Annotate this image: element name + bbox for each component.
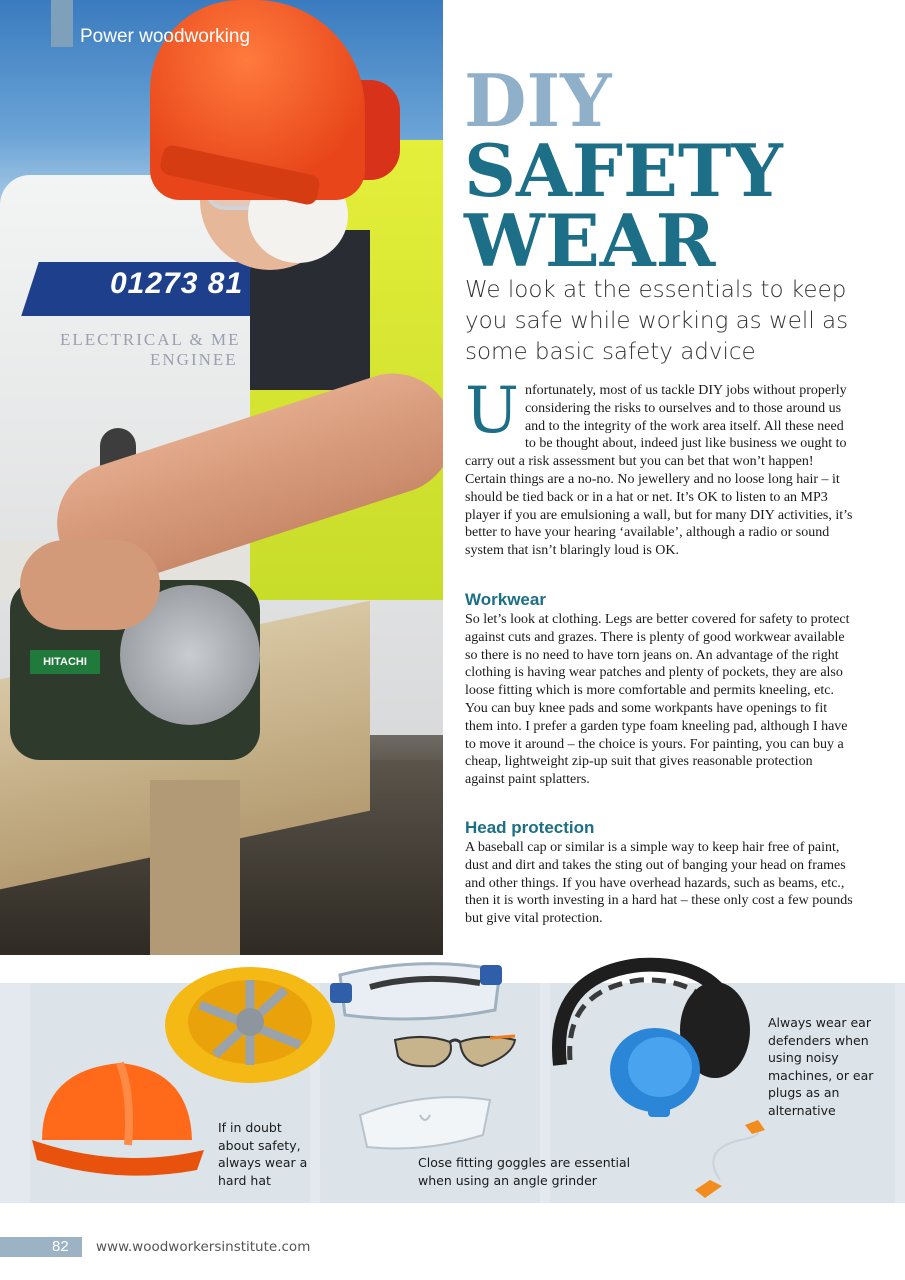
title-line-3: WEAR xyxy=(464,198,716,283)
hand xyxy=(20,540,160,630)
van-company-text-2: ENGINEE xyxy=(150,350,238,369)
section-marker xyxy=(51,0,73,47)
footer-url[interactable]: www.woodworkersinstitute.com xyxy=(96,1239,311,1255)
caption-goggles: Close fitting goggles are essential when using an angle grinder xyxy=(418,1155,631,1188)
drop-cap: U xyxy=(465,374,519,448)
hero-photo xyxy=(0,0,443,955)
section-title: Power woodworking xyxy=(80,26,251,47)
caption-ear-defenders: Always wear ear defenders when using noisy machines, or ear plugs as an alternative xyxy=(768,1015,874,1118)
head-protection-paragraph: A baseball cap or similar is a simple way to keep hair free of paint, dust and dirt and takes the sting out of banging your head on frames and other things. If you have overhead hazards, such as beams, etc., then it is worth investing in a hard hat – these only cost a few pounds but give vital protection. xyxy=(465,840,853,927)
workwear-paragraph: So let’s look at clothing. Legs are better covered for safety to protect against cuts and grazes. There is plenty of good workwear available so there is no need to have torn jeans on. An advantage of the right clothing is having wear patches and plenty of pockets, they are also loose fitting which is more comfortable and permits kneeling, etc. You can buy knee pads and some workpants have openings to fit them into. I prefer a garden type foam kneeling pad, although I have to move it around – the choice is yours. For painting, you can buy a cheap, lightweight zip-up suit that gives reasonable protection against paint splatters. xyxy=(465,612,850,788)
caption-hard-hat: If in doubt about safety, always wear a hard hat xyxy=(218,1120,308,1188)
van-phone-text: 01273 81 xyxy=(110,267,244,300)
van-company-text: ELECTRICAL & ME xyxy=(60,330,241,349)
safety-spectacles-image xyxy=(390,1028,520,1073)
intro-paragraph xyxy=(465,374,855,560)
orange-hard-hat-image xyxy=(32,1045,204,1185)
article-deck: We look at the essentials to keep you safe while working as well as some basic safety advice xyxy=(465,277,849,365)
ear-defenders-image xyxy=(540,955,770,1125)
subhead-head-protection: Head protection xyxy=(465,818,595,837)
title-line-2: SAFETY xyxy=(464,128,783,213)
title-line-1: DIY xyxy=(464,58,612,143)
intro-text: nfortunately, most of us tackle DIY jobs without properly considering the risks to ourselves and to those around us and to the integrity of the work area itself. All these need to be thought about, indeed just like business we ought to carry out a risk assessment but you can bet that won’t happen! Certain things are a no-no. No jewellery and no loose long hair – it should be tied back or in a hat or net. It’s OK to listen to an MP3 player if you are emulsioning a wall, but for many DIY activities, it’s better to have your hearing ‘available’, although a radio or sound system that isn’t blaringly loud is OK. xyxy=(465,383,853,559)
subhead-workwear: Workwear xyxy=(465,590,546,609)
saw-brand-label: HITACHI xyxy=(30,650,100,674)
ear-plugs-image xyxy=(690,1120,780,1200)
over-spectacles-image xyxy=(355,1085,495,1155)
trestle xyxy=(150,780,240,955)
article-title xyxy=(464,58,783,283)
page-number: 82 xyxy=(52,1238,69,1255)
folio-bar xyxy=(0,1237,82,1257)
clear-goggles-image xyxy=(330,955,510,1030)
